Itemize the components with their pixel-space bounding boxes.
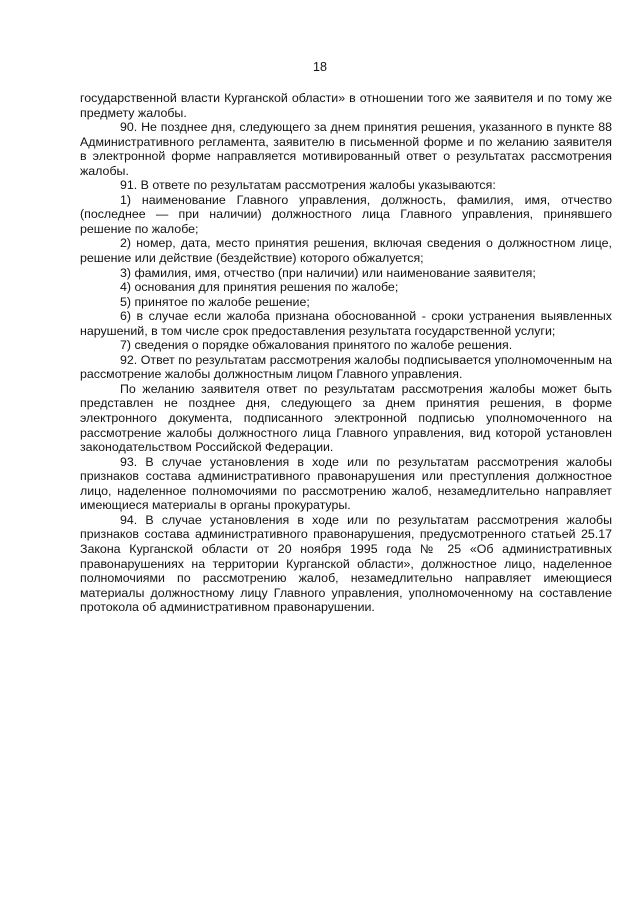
list-item-6: 6) в случае если жалоба признана обоснованной - сроки устранения выявленных нарушений, в том числе срок предоставления результата государственной услуги; <box>80 309 612 338</box>
paragraph-clause-93: 93. В случае установления в ходе или по результатам рассмотрения жалобы признаков состава административного правонарушения или преступления должностное лицо, наделенное полномочиями по рассмотрению жалоб, незамедлительно направляет имеющиеся материалы в органы прокуратуры. <box>80 454 612 513</box>
list-item-4: 4) основания для принятия решения по жалобе; <box>120 280 399 295</box>
list-item-5: 5) принятое по жалобе решение; <box>120 294 310 309</box>
paragraph-clause-94: 94. В случае установления в ходе или по результатам рассмотрения жалобы признаков состава административного правонарушения, предусмотренного статьей 25.17 Закона Курганской области от 20 ноября 1995 года № 25 «Об административных правонарушениях на территории Курганской области», должностное лицо, наделенное полномочиями по рассмотрению жалоб, незамедлительно направляет имеющиеся материалы должностному лицу Главного управления, уполномоченному на составление протокола об административном правонарушении. <box>80 512 612 615</box>
list-item-3: 3) фамилия, имя, отчество (при наличии) или наименование заявителя; <box>120 265 536 280</box>
paragraph-clause-92: 92. Ответ по результатам рассмотрения жалобы подписывается уполномоченным на рассмотрение жалобы должностным лицом Главного управления. <box>80 352 612 382</box>
list-item-2: 2) номер, дата, место принятия решения, включая сведения о должностном лице, решение или действие (бездействие) которого обжалуется; <box>80 236 612 266</box>
paragraph-clause-91: 91. В ответе по результатам рассмотрения жалобы указываются: <box>120 178 496 193</box>
list-item-7: 7) сведения о порядке обжалования принятого по жалобе решения. <box>120 338 513 353</box>
paragraph-clause-92-electronic: По желанию заявителя ответ по результатам рассмотрения жалобы может быть представлен не позднее дня, следующего за днем принятия решения, в форме электронного документа, подписанного электронной подписью уполномоченного на рассмотрение жалобы должностного лица Главного управления, вид которой установлен законодательством Российской Федерации. <box>80 381 612 455</box>
list-item-1: 1) наименование Главного управления, должность, фамилия, имя, отчество (последнее — при наличии) должностного лица Главного управления, принявшего решение по жалобе; <box>80 192 612 236</box>
document-body <box>80 91 612 615</box>
paragraph-clause-90: 90. Не позднее дня, следующего за днем принятия решения, указанного в пункте 88 Административного регламента, заявителю в письменной форме и по желанию заявителя в электронной форме направляется мотивированный ответ о результатах рассмотрения жалобы. <box>80 120 612 178</box>
paragraph-continuation: государственной власти Курганской области» в отношении того же заявителя и по тому же предмету жалобы. <box>80 91 612 120</box>
page-number: 18 <box>313 60 327 74</box>
